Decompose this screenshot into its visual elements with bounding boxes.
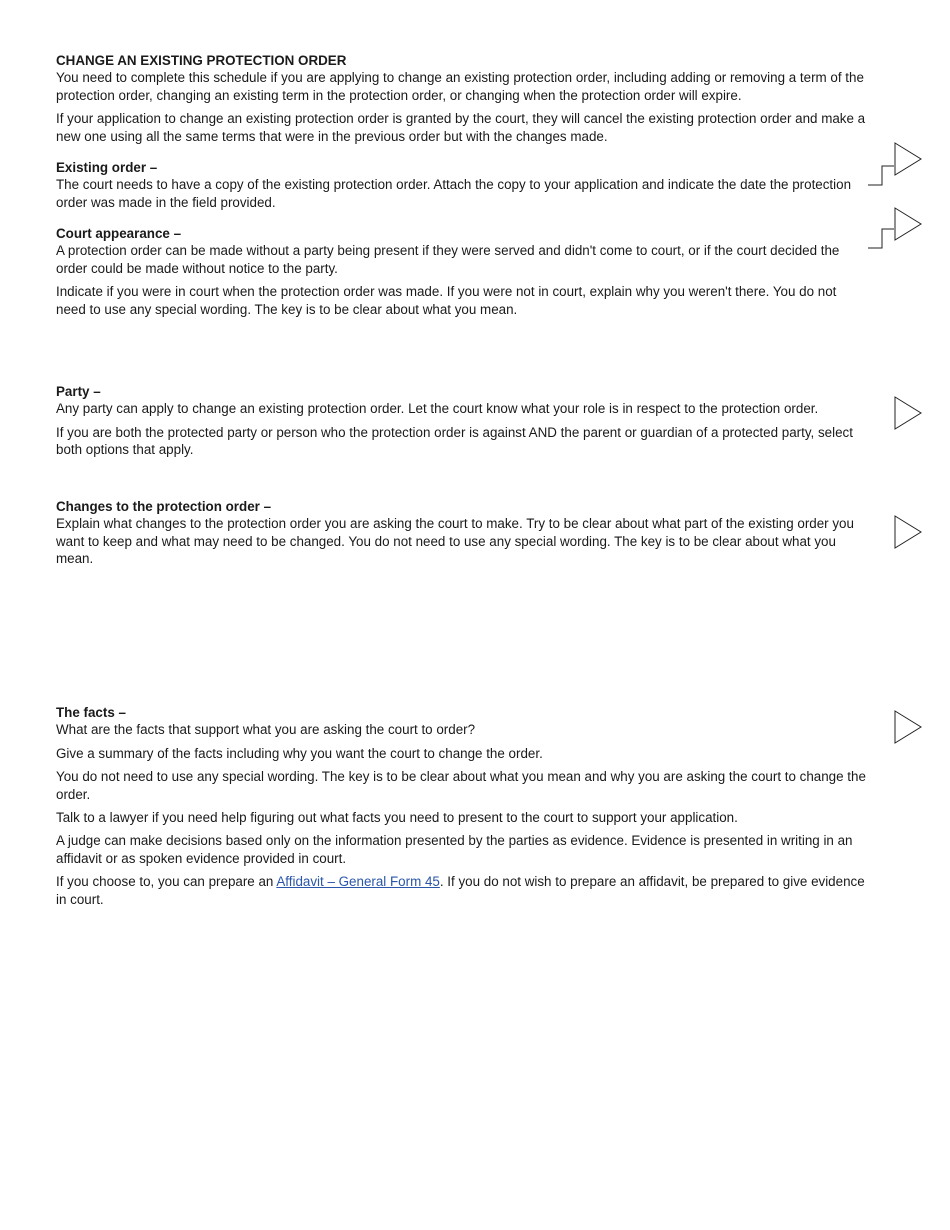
existing-order-section [56,159,868,211]
court-appearance-paragraph: A protection order can be made without a party being present if they were served and didn't come to court, or if the court decided the order could be made without notice to the party. [56,243,840,276]
intro-paragraph: You need to complete this schedule if you are applying to change an existing protection order, including adding or removing a term of the protection order, changing an existing term in the protection order, or changing when the protection order will expire. [56,70,864,103]
court-appearance-section [56,225,868,318]
connector-bracket-icon [868,229,894,248]
existing-order-pointer [866,140,926,190]
affidavit-text-after: . If you do not wish to prepare an affidavit, be prepared to give evidence in court. [56,874,865,907]
facts-paragraph: What are the facts that support what you are asking the court to order? [56,722,476,738]
changes-section [56,498,868,568]
field-pointer-arrow-icon [866,140,926,190]
field-pointer-arrow-icon [866,394,926,444]
facts-paragraph: A judge can make decisions based only on the information presented by the parties as evidence. Evidence is presented in writing in an affidavit or as spoken evidence provided in court. [56,833,853,866]
party-paragraph: If you are both the protected party or person who the protection order is against AND the parent or guardian of a protected party, select both options that apply. [56,424,853,458]
existing-order-heading: Existing order – [56,160,158,175]
court-appearance-pointer [866,205,926,255]
field-pointer-arrow-icon [866,205,926,255]
party-section [56,383,868,459]
affidavit-form-link[interactable]: Affidavit – General Form 45 [276,874,440,890]
party-pointer [866,394,926,444]
changes-pointer [866,513,926,563]
facts-affidavit-paragraph [56,873,868,908]
field-pointer-arrow-icon [866,708,926,758]
changes-heading: Changes to the protection order – [56,499,272,514]
party-heading: Party – [56,384,101,399]
court-appearance-heading: Court appearance – [56,226,182,241]
connector-bracket-icon [868,166,894,185]
page-title: CHANGE AN EXISTING PROTECTION ORDER [56,53,347,68]
affidavit-text-before: If you choose to, you can prepare an [56,874,277,890]
intro-section [56,52,868,145]
intro-paragraph: If your application to change an existing protection order is granted by the court, they will cancel the existing protection order and make a new one using all the same terms that were in the previous order but with the changes made. [56,111,866,144]
facts-pointer [866,708,926,758]
facts-paragraph: Talk to a lawyer if you need help figuring out what facts you need to present to the court to support your application. [56,810,738,826]
party-paragraph: Any party can apply to change an existing protection order. Let the court know what your role is in respect to the protection order. [56,401,819,417]
court-appearance-paragraph: Indicate if you were in court when the protection order was made. If you were not in court, explain why you weren't there. You do not need to use any special wording. The key is to be clear about what you mean. [56,284,837,317]
facts-paragraph: You do not need to use any special wording. The key is to be clear about what you mean and why you are asking the court to change the order. [56,769,866,802]
field-pointer-arrow-icon [866,513,926,563]
changes-paragraph: Explain what changes to the protection order you are asking the court to make. Try to be clear about what part of the existing order you want to keep and what may need to be changed. You do not need to use any special wording. The key is to be clear about what you mean. [56,516,854,567]
facts-heading: The facts – [56,705,126,720]
existing-order-paragraph: The court needs to have a copy of the existing protection order. Attach the copy to your application and indicate the date the protection order was made in the field provided. [56,177,852,210]
facts-section [56,704,868,908]
facts-paragraph: Give a summary of the facts including why you want the court to change the order. [56,745,543,761]
